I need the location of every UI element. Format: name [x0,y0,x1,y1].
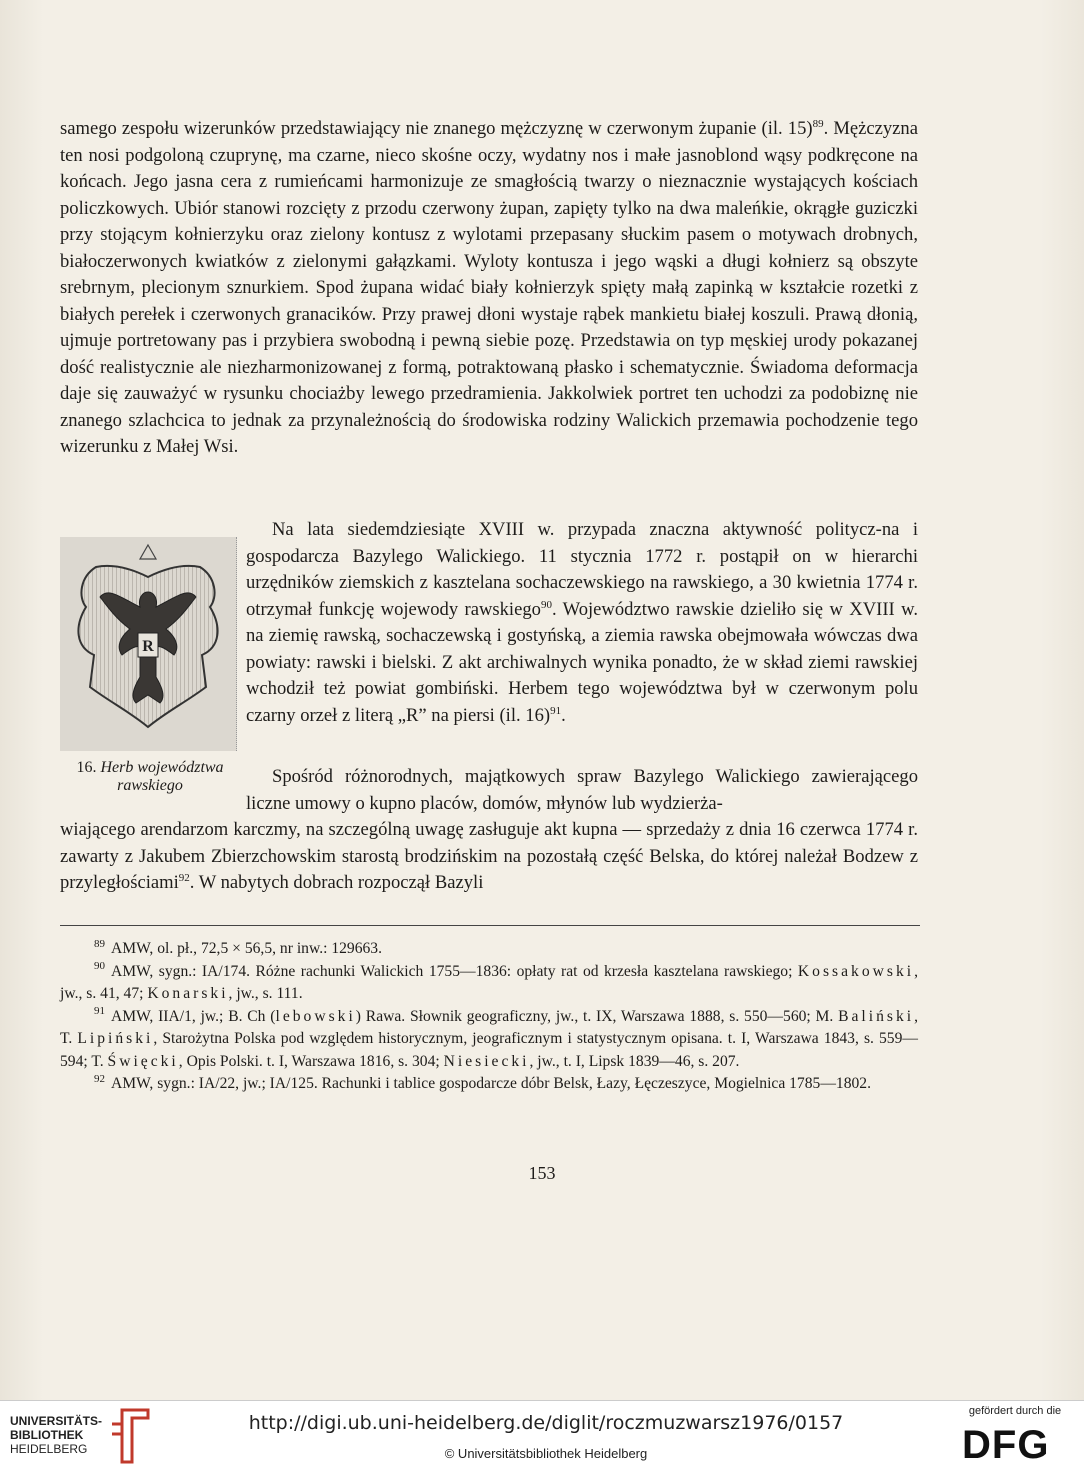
funding-label: gefördert durch die [968,1405,1062,1417]
footnote-92: $^{92}$ AMW, sygn.: IA/22, jw.; IA/125. Rachunki i tablice gospodarcze dóbr Belsk, Łazy, Łęczeszyce, Mogielnica 1785—1802. [94,1072,872,1092]
eagle-crest-icon [60,537,236,751]
footnote-89: $^{89}$ AMW, ol. pł., 72,5 × 56,5, nr inw.: 129663. [94,937,383,957]
dfg-logo[interactable]: DFG [962,1423,1050,1467]
footnotes [60,938,918,1096]
footnote-ref-89[interactable]: 89 [812,117,824,130]
document-url-link[interactable]: http://digi.ub.uni-heidelberg.de/diglit/roczmuzwarsz1976/0157 [248,1412,844,1434]
footnote-ref-90[interactable]: 90 [540,598,552,611]
library-emblem-icon [108,1404,154,1468]
footnote-90: $^{90}$ AMW, sygn.: IA/174. Różne rachunki Walickich 1755—1836: opłaty rat od krzesła kasztelana rawskiego; Kossakowski, jw., s. 41, 47; Konarski, jw., s. 111. [60,960,918,1002]
footnote-ref-92[interactable]: 92 [178,871,190,884]
paragraph-3-start: Spośród różnorodnych, majątkowych spraw Bazylego Walickiego zawierającego liczne umowy o kupno placów, domów, młynów lub wydzierża- [246,766,918,814]
emblem-letter: R [142,638,154,655]
footnote-91: $^{91}$ AMW, IIA/1, jw.; B. Ch (lebowski) Rawa. Słownik geograficzny, jw., t. IX, Warszawa 1888, s. 550—560; M. Baliński, T. Lipiński, Starożytna Polska pod względem historycznym, jeograficznym i statystycznym opisana. t. I, Warszawa 1843, s. 559—594; T. Święcki, Opis Polski. t. I, Warszawa 1816, s. 304; Niesiecki, jw., t. I, Lipsk 1839—46, s. 207. [60,1005,918,1070]
figure-caption: 16. Herb województwa rawskiego [76,759,224,794]
paragraph-2: Na lata siedemdziesiąte XVIII w. przypada znaczna aktywność politycz-na i gospodarcza Bazylego Walickiego. 11 stycznia 1772 r. postąpił on w hierarchi urzędników ziemskich z kasztelana sochaczewskiego na rawskiego, a 30 kwietnia 1774 r. otrzymał funkcję wojewody rawskiego$^{90}$. Województwo rawskie dzieliło się w XVIII w. na ziemię rawską, sochaczewską i gostyńską, a ziemia rawska obejmowała wówczas dwa powiaty: rawski i bielski. Z akt archiwalnych wynika ponadto, że w skład ziemi rawskiej wchodził też powiat gombiński. Herbem tego województwa był w czerwonym polu czarny orzeł z literą „R” na piersi (il. 16)$^{91}$. [246,519,918,726]
footnote-ref-91[interactable]: 91 [550,704,562,717]
library-logo[interactable]: UNIVERSITÄTS- BIBLIOTHEK HEIDELBERG [10,1414,103,1456]
copyright-text: © Universitätsbibliothek Heidelberg [444,1446,648,1461]
footnote-divider [60,925,920,926]
coat-of-arms-figure [60,537,237,751]
paragraph-3-rest: wiającego arendarzom karczmy, na szczególną uwagę zasługuje akt kupna — sprzedaży z dnia 16 czerwca 1774 r. zawarty z Jakubem Zbierzchowskim starostą brodzińskim na pozostałą część Belska, do której należał Bodzew z przyległościami$^{92}$. W nabytych dobrach rozpoczął Bazyli [60,819,918,893]
page-number: 153 [528,1163,556,1183]
paragraph-1: samego zespołu wizerunków przedstawiający nie znanego mężczyznę w czerwonym żupanie (il. 15)$^{89}$. Mężczyzna ten nosi podgoloną czuprynę, ma czarne, nieco skośne oczy, wydatny nos i małe jasnoblond wąsy podkręcone na końcach. Jego jasna cera z rumieńcami harmonizuje ze smagłością twarzy o nieznacznie wystających kościach policzkowych. Ubiór stanowi rozcięty z przodu czerwony żupan, zapięty tylko na dwa maleńkie, okrągłe guziczki przy stojącym kołnierzyku oraz zielony kontusz z wylotami przepasany słuckim pasem o motywach drobnych, białoczerwonych kwiatków z zielonymi gałązkami. Wyloty kontusza i jego wąski a długi kołnierz są obszyte srebrnym, plecionym sznurkiem. Spod żupana widać biały kołnierzyk spięty małą zapinką w kształcie rozetki z białych perełek i czerwonych granacików. Przy prawej dłoni wystaje rąbek mankietu białej koszuli. Prawą dłonią, ujmuje portretowany pas i przybiera swobodną i pewną siebie pozę. Przedstawia on typ męskiej urody pokazanej dość realistycznie ale niezharmonizowanej z formą, potraktowaną płasko i schematycznie. Świadoma deformacja daje się zauważyć w rysunku chociażby lewego przedramienia. Jakkolwiek portret ten uchodzi za podobiznę nie znanego szlachcica to jednak za przynależnością do środowiska rodziny Walickich przemawia pochodzenie tego wizerunku z Małej Wsi. [60,117,918,457]
